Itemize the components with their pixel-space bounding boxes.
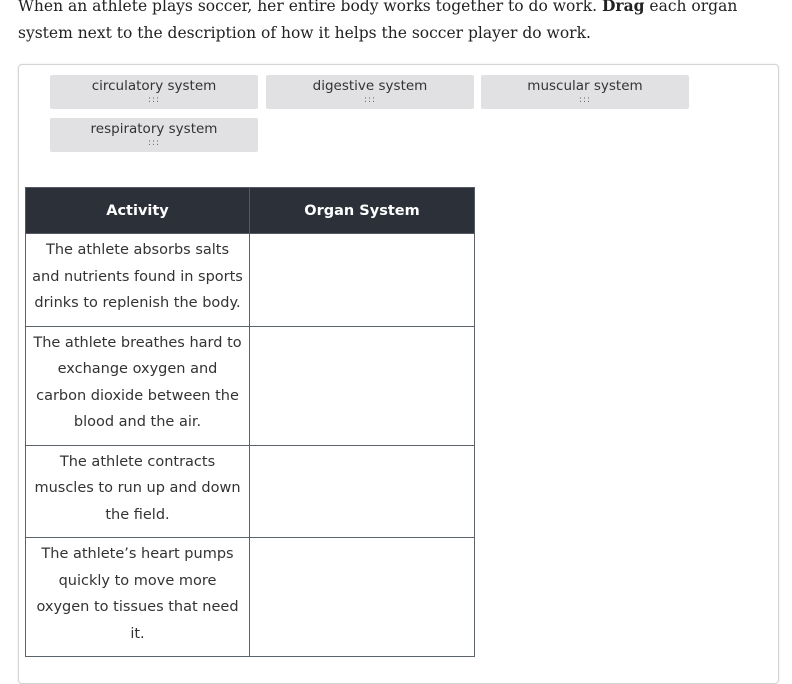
header-organ-system: Organ System — [250, 188, 475, 234]
activity-cell: The athlete contracts muscles to run up and down the field. — [26, 445, 250, 538]
tile-circulatory-system[interactable] — [50, 75, 258, 109]
tile-label: muscular system — [527, 78, 643, 94]
tile-digestive-system[interactable] — [266, 75, 474, 109]
instructions-text — [18, 0, 783, 47]
tile-label: digestive system — [312, 78, 428, 94]
drag-handle-icon: ::: — [147, 95, 161, 105]
instructions-after: each organ system next to the description of how it helps the soccer player do work. — [18, 0, 738, 42]
tile-label: respiratory system — [90, 121, 218, 137]
activity-cell: The athlete absorbs salts and nutrients found in sports drinks to replenish the body. — [26, 234, 250, 327]
drag-handle-icon: ::: — [363, 95, 377, 105]
table-row — [26, 538, 475, 657]
tile-label: circulatory system — [91, 78, 217, 94]
activity-cell: The athlete breathes hard to exchange oxygen and carbon dioxide between the blood and the air. — [26, 326, 250, 445]
drop-zone-organ-system[interactable] — [250, 538, 475, 657]
table-row — [26, 445, 475, 538]
tile-muscular-system[interactable] — [481, 75, 689, 109]
drop-zone-organ-system[interactable] — [250, 445, 475, 538]
matching-table — [25, 187, 475, 657]
drag-handle-icon: ::: — [147, 138, 161, 148]
activity-cell: The athlete’s heart pumps quickly to move more oxygen to tissues that need it. — [26, 538, 250, 657]
instructions-bold: Drag — [601, 0, 645, 15]
header-activity: Activity — [26, 188, 250, 234]
table-header-row — [26, 188, 475, 234]
table-row — [26, 234, 475, 327]
tile-respiratory-system[interactable] — [50, 118, 258, 152]
drop-zone-organ-system[interactable] — [250, 234, 475, 327]
instructions-before: When an athlete plays soccer, her entire body works together to do work. — [18, 0, 602, 15]
drop-zone-organ-system[interactable] — [250, 326, 475, 445]
table-row — [26, 326, 475, 445]
drag-handle-icon: ::: — [578, 95, 592, 105]
